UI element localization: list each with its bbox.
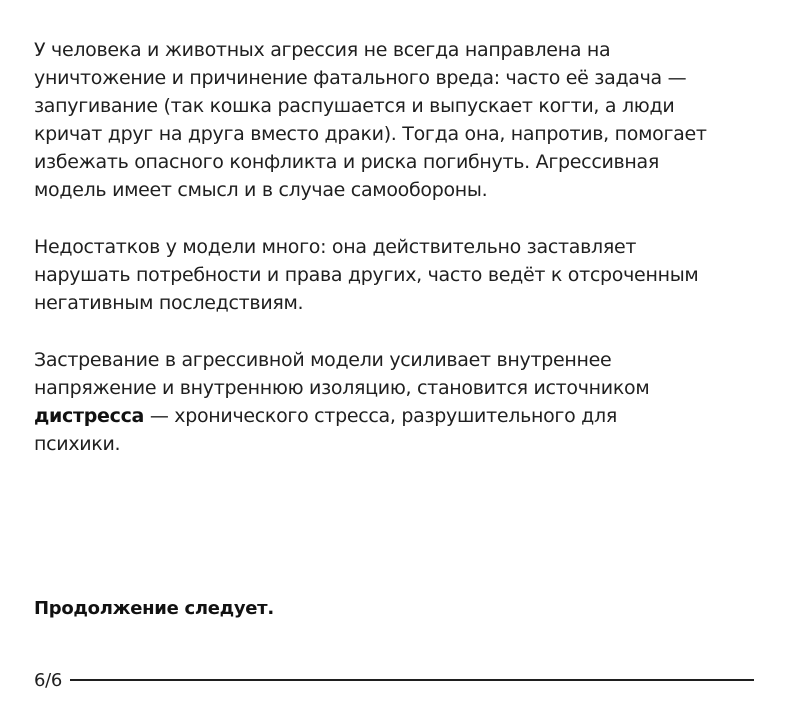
text-line: Недостатков у модели много: она действительно заставляет [34,236,637,258]
text-line: Застревание в агрессивной модели усиливает внутреннее [34,349,612,371]
text-fragment: — хронического стресса, разрушительного для [144,405,617,427]
pagination [34,665,754,695]
paragraph-aggression-purpose [34,36,707,204]
text-line: нарушать потребности и права других, часто ведёт к отсроченным [34,264,699,286]
to-be-continued-note: Продолжение следует. [34,598,274,619]
text-line [34,402,649,430]
text-line: кричат друг на друга вместо драки). Тогда она, напротив, помогает [34,123,707,145]
text-line: психики. [34,433,121,455]
text-line: запугивание (так кошка распушается и выпускает когти, а люди [34,95,675,117]
text-line: модель имеет смысл и в случае самообороны. [34,179,488,201]
page-number: 6/6 [34,669,63,691]
paragraph-disadvantages [34,233,698,317]
text-line: У человека и животных агрессия не всегда направлена на [34,39,611,61]
text-line: избежать опасного конфликта и риска погибнуть. Агрессивная [34,151,660,173]
text-line: негативным последствиям. [34,292,304,314]
text-line: напряжение и внутреннюю изоляцию, становится источником [34,377,650,399]
text-line: уничтожение и причинение фатального вреда: часто её задача — [34,67,687,89]
pagination-rule [70,679,754,681]
term-distress: дистресса [34,405,145,427]
paragraph-distress [34,346,649,458]
